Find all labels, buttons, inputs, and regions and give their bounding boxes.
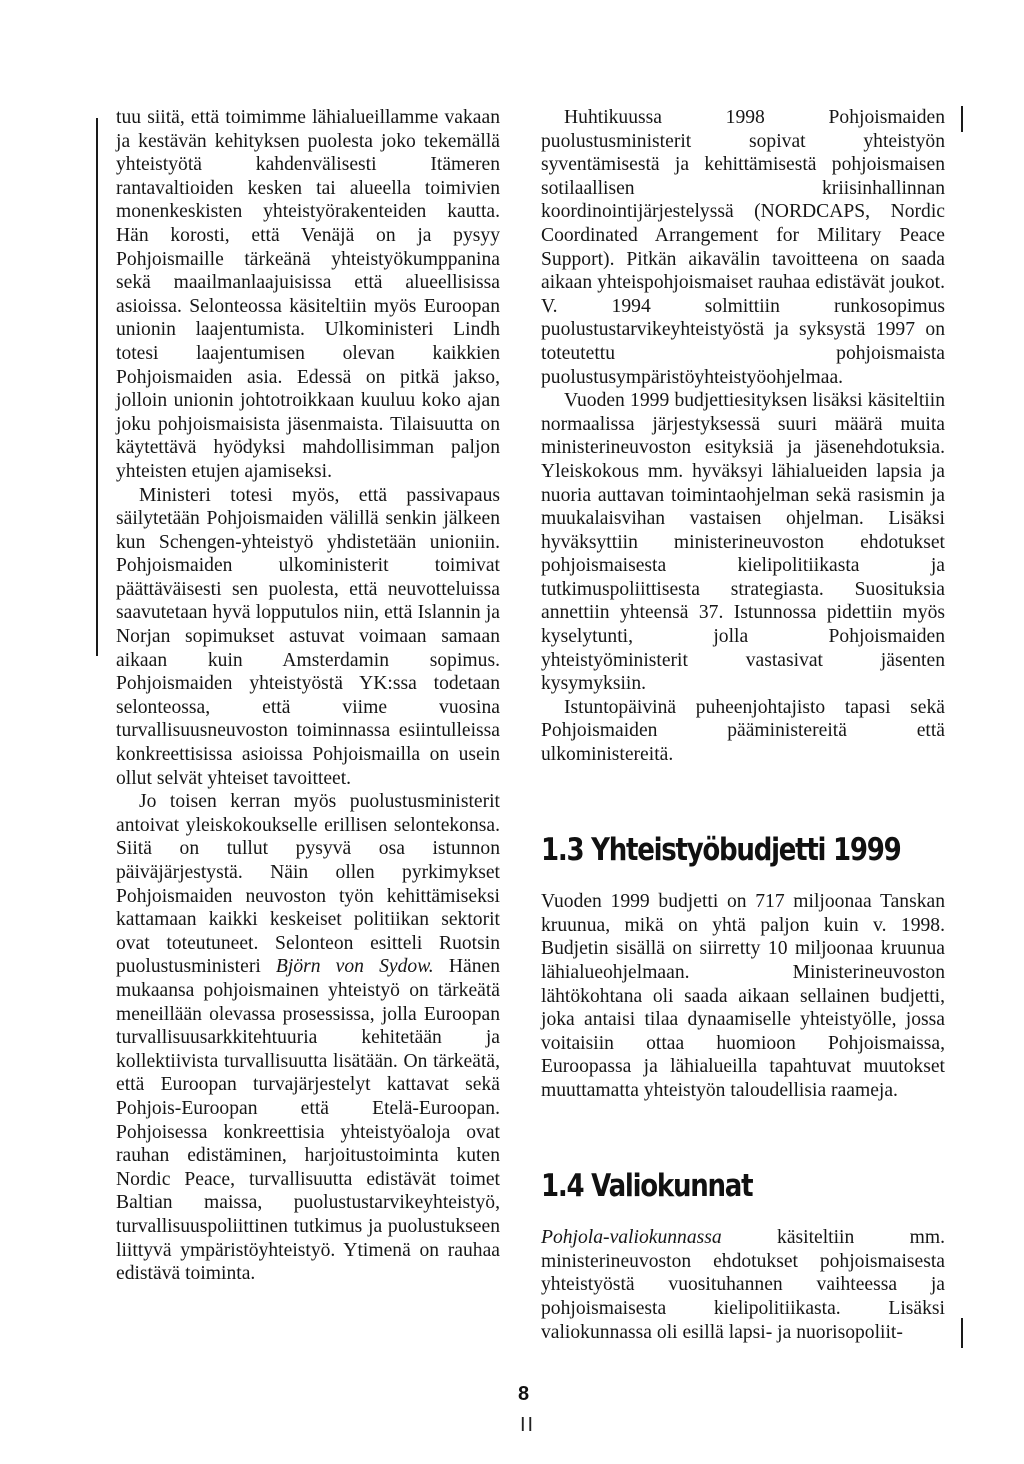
left-margin-rule [96, 118, 98, 656]
paragraph: Huhtikuussa 1998 Pohjoismaiden puolustusministerit sopivat yhteistyön syventämisestä ja kehittämisestä pohjoismaisen sotilaallisen kriisinhallinnan koordinointijärjestelyssä (NORDCAPS, Nordic Coordinated Arrangement for Military Peace Support). Pitkän aikavälin tavoitteena on saada aikaan yhteispohjoismaiset rauhaa edistävät joukot. V. 1994 solmittiin runkosopimus puolustustarvikeyhteistyöstä ja syksystä 1997 on toteutettu pohjoismaista puolustusympäristöyhteistyöohjelmaa. [541, 107, 945, 388]
paragraph [541, 1226, 945, 1344]
paragraph: Vuoden 1999 budjetti on 717 miljoonaa Tanskan kruunua, mikä on yhtä paljon kuin v. 1998. Budjetin sisällä on siirretty 10 miljoonaa kruunua lähialueohjelmaan. Ministerineuvoston lähtökohtana oli saada aikaan sellainen budjetti, joka antaisi tilaa dynaamiselle yhteistyölle, jossa voitaisiin ottaa huomioon Pohjoismaissa, Euroopassa ja lähialueilla tapahtuvat muutokset muuttamatta yhteistyön taloudellisia raameja. [541, 891, 945, 1101]
left-text-column [116, 106, 500, 1286]
committee-name: Pohjola-valiokunnassa [541, 1227, 722, 1249]
paragraph-text: Hänen mukaansa pohjoismainen yhteistyö on tärkeätä meneillään olevassa prosessissa, jolla Euroopan turvallisuusarkkitehtuuria kehitetään ja kollektiivista turvallisuutta lisätään. On tärkeätä, että Euroopan turvajärjestelyt kattavat sekä Pohjois-Euroopan että Etelä-Euroopan. Pohjoisessa konkreettisia yhteistyöaloja ovat rauhan edistäminen, harjoitustoiminta kuten Nordic Peace, turvallisuutta edistävät toimet Baltian maissa, puolustustarvikeyhteistyö, turvallisuuspoliittinen tutkimus ja puolustukseen liittyvä ympäristöyhteistyö. Ytimenä on rauhaa edistävä toiminta. [116, 956, 500, 1285]
paragraph-text: käsiteltiin mm. ministerineuvoston ehdotukset pohjoismaisesta yhteistyöstä vuosituhannen vaihteessa ja pohjoismaisesta kielipolitiikasta. Lisäksi valiokunnassa oli esillä lapsi- ja nuorisopoliit- [541, 1227, 945, 1343]
paragraph [116, 790, 500, 1285]
section-heading: 1.4 Valiokunnat [541, 1167, 753, 1204]
minister-name: Björn von Sydow. [275, 956, 434, 978]
paragraph: Ministeri totesi myös, että passivapaus säilytetään Pohjoismaiden välillä senkin jälkeen kun Schengen-yhteistyö yhdistetään unioniin. Pohjoismaiden ulkoministerit toimivat päättäväisesti sen puolesta, että neuvotteluissa saavutetaan hyvä lopputulos niin, että Islannin ja Norjan sopimukset astuvat voimaan samaan aikaan kuin Amsterdamin sopimus. Pohjoismaiden yhteistyöstä YK:ssa todetaan selonteossa, että viime vuosina turvallisuusneuvoston toiminnassa esiintulleissa konkreettisissa asioissa Pohjoismailla on usein ollut selvät yhteiset tavoitteet. [116, 484, 500, 789]
paragraph: Istuntopäivinä puheenjohtajisto tapasi sekä Pohjoismaiden pääministereitä että ulkoministereitä. [541, 696, 945, 766]
paragraph: Vuoden 1999 budjettiesityksen lisäksi käsiteltiin normaalissa järjestyksessä suuri määrä muita ministerineuvoston esityksiä ja jäsenehdotuksia. Yleiskokous mm. hyväksyi lähialueiden lapsia ja nuoria auttavan toimintaohjelman sekä rasismin ja muukalaisvihan vastaisen ohjelman. Lisäksi hyväksyttiin ministerineuvoston ehdotukset pohjoismaisesta kielipolitiikasta ja tutkimuspoliittisesta strategiasta. Suosituksia annettiin yhteensä 37. Istunnossa pidettiin myös kyselytunti, jolla Pohjoismaiden yhteistyöministerit vastasivat jäsenten kysymyksiin. [541, 390, 945, 695]
right-margin-rule [961, 106, 963, 132]
right-margin-rule-lower [961, 1318, 963, 1348]
section-heading: 1.3 Yhteistyöbudjetti 1999 [541, 831, 901, 868]
page-number: 8 [518, 1383, 530, 1405]
right-text-column [541, 106, 945, 1344]
paragraph-text: Jo toisen kerran myös puolustusministerit antoivat yleiskokoukselle erillisen selontekonsa. Siitä on tullut pysyvä osa istunnon päiväjärjestystä. Näin ollen pyrkimykset Pohjoismaiden neuvoston työn kehittämiseksi kattamaan kaikki keskeiset politiikan sektorit ovat toteutuneet. Selonteon esitteli Ruotsin puolustusministeri [116, 791, 500, 978]
paragraph: tuu siitä, että toimimme lähialueillamme vakaan ja kestävän kehityksen puolesta joko tekemällä yhteistyötä kahdenvälisesti Itämeren rantavaltioiden kesken tai alueella toimivien monenkeskisten yhteistyörakenteiden kautta. Hän korosti, että Venäjä on ja pysyy Pohjoismaille tärkeänä yhteistyökumppanina sekä maailmanlaajuisissa että alueellisissa asioissa. Selonteossa käsiteltiin myös Euroopan unionin laajentumista. Ulkoministeri Lindh totesi laajentumisen olevan kaikkien Pohjoismaiden asia. Edessä on pitkä jakso, jolloin unionin johtotroikkaan kuuluu koko ajan joku pohjoismaisista jäsenmaista. Tilaisuutta on käytettävä hyödyksi mahdollisimman paljon yhteisten etujen ajamiseksi. [116, 107, 500, 482]
footer-mark: II [520, 1414, 536, 1436]
